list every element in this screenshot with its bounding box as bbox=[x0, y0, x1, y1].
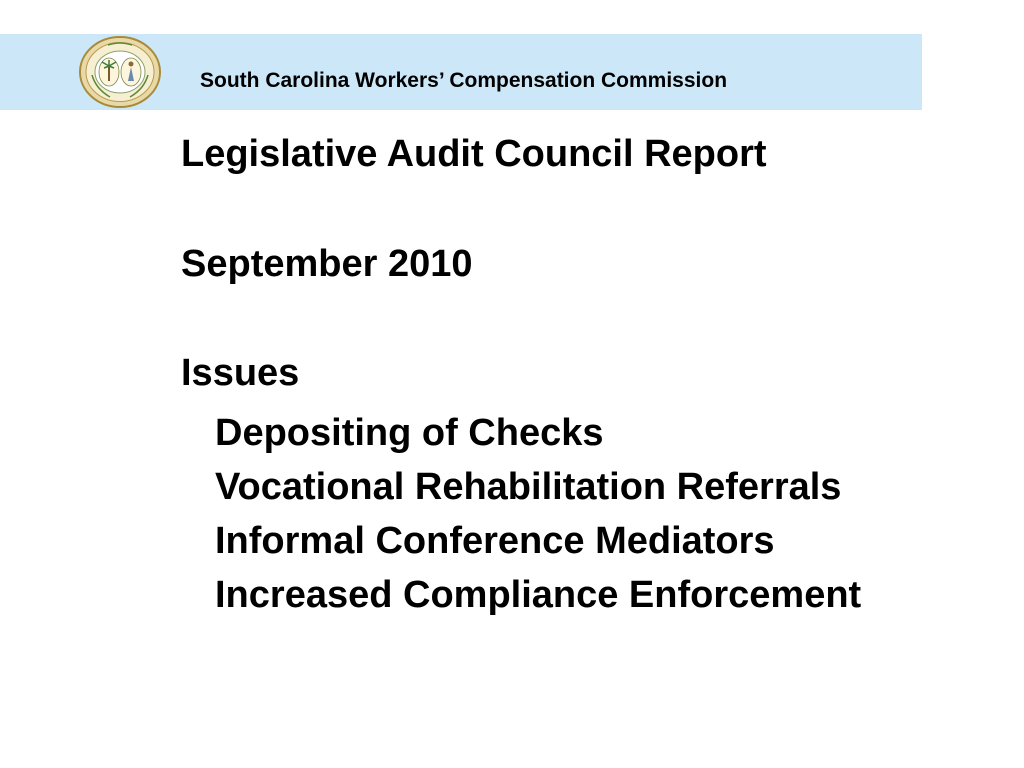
issue-item: Depositing of Checks bbox=[215, 412, 604, 454]
issue-item: Vocational Rehabilitation Referrals bbox=[215, 466, 842, 508]
header-title: South Carolina Workers’ Compensation Commission bbox=[200, 69, 728, 92]
issue-item: Informal Conference Mediators bbox=[215, 520, 775, 562]
issues-list bbox=[215, 406, 861, 622]
report-date: September 2010 bbox=[181, 243, 473, 285]
issues-heading: Issues bbox=[181, 352, 300, 394]
report-title: Legislative Audit Council Report bbox=[181, 133, 767, 175]
sc-state-seal-icon bbox=[78, 35, 162, 109]
issue-item: Increased Compliance Enforcement bbox=[215, 574, 862, 616]
